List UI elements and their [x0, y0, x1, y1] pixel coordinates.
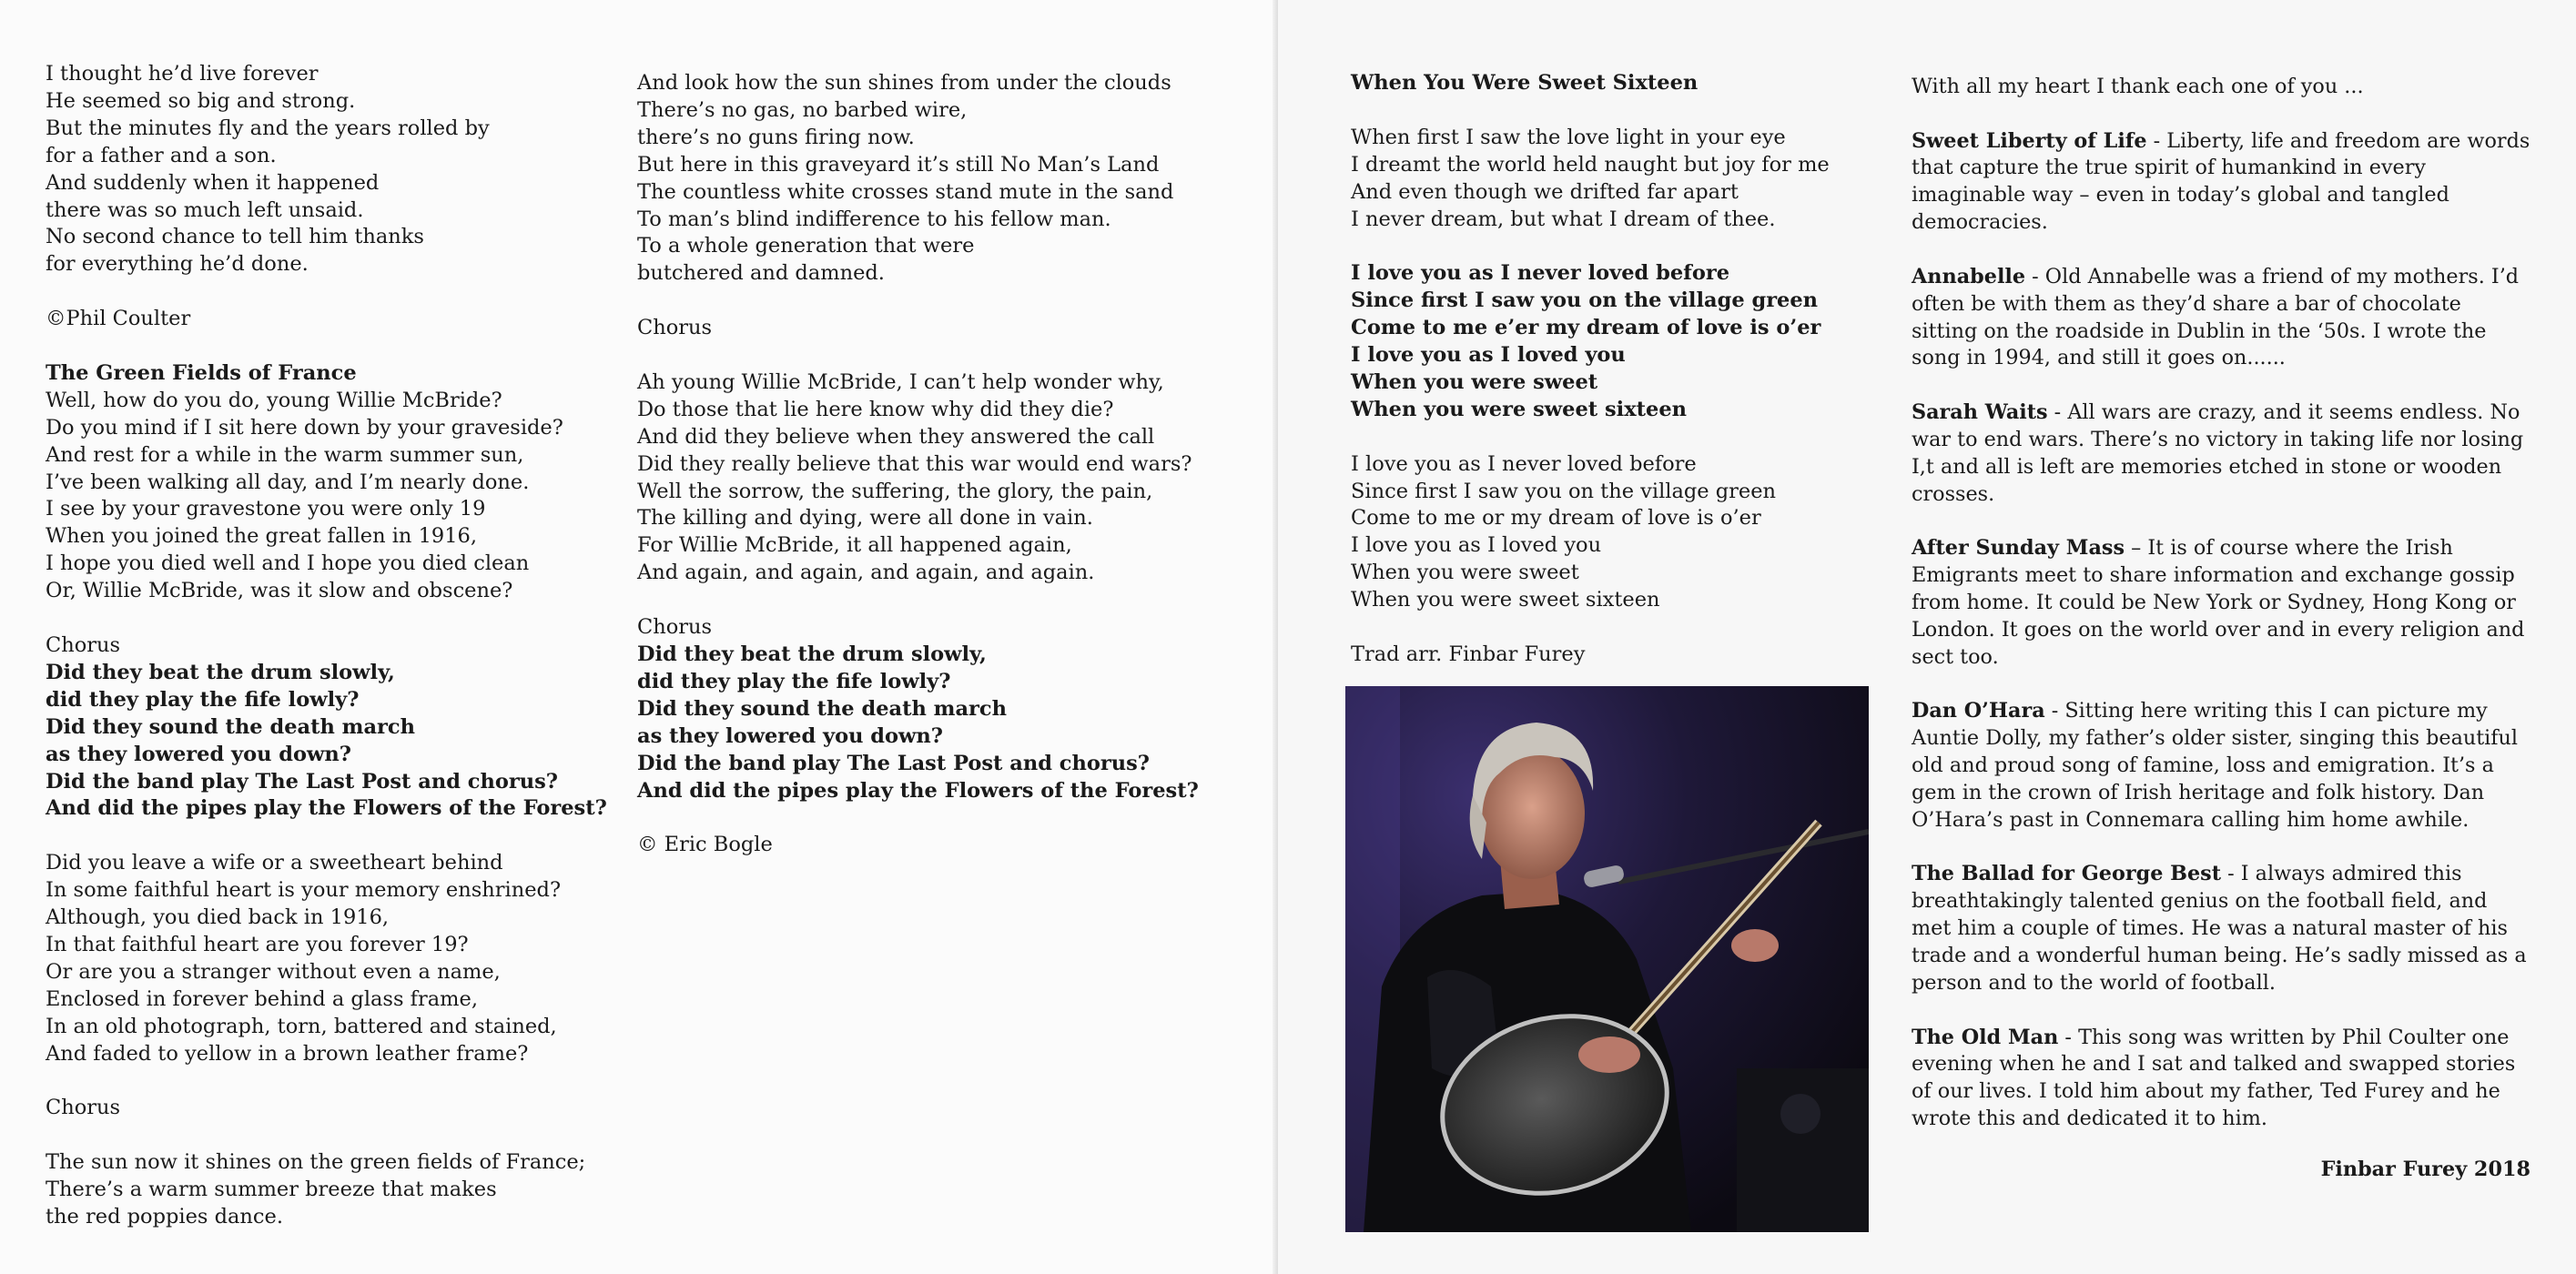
lyric-line: Since first I saw you on the village green: [1351, 479, 1777, 503]
lyric-line: Come to me e’er my dream of love is o’er: [1351, 316, 1821, 340]
lyric-line: Did they really believe that this war would end wars?: [637, 451, 1192, 476]
song-note-text: Liberty, life and freedom are words that capture the true spirit of humankind in every imaginable way – even in today’s global and tangled democracies.: [1912, 128, 2530, 235]
lyric-line: Did the band play The Last Post and chorus?: [637, 751, 1150, 775]
old-man-lyrics-end: [46, 61, 607, 278]
lyric-line: I never dream, but what I dream of thee.: [1351, 207, 1776, 231]
lyric-line: did they play the fife lowly?: [46, 687, 360, 712]
song-note-title: Dan O’Hara: [1912, 699, 2045, 723]
lyric-line: When first I saw the love light in your eye: [1351, 125, 1786, 149]
lyric-line: There’s no gas, no barbed wire,: [637, 97, 968, 122]
signature: Finbar Furey 2018: [2320, 1157, 2530, 1181]
lyric-line: And did the pipes play the Flowers of the Forest?: [46, 796, 607, 821]
lyric-line: the red poppies dance.: [46, 1204, 283, 1228]
lyric-line: Since first I saw you on the village green: [1351, 288, 1819, 313]
lyric-line: for a father and a son.: [46, 143, 277, 167]
song-note: [1912, 861, 2530, 997]
lyric-line: there was so much left unsaid.: [46, 197, 364, 222]
song-note-separator: -: [2044, 699, 2065, 723]
lyric-line: as they lowered you down?: [637, 723, 943, 748]
lyric-line: Come to me or my dream of love is o’er: [1351, 506, 1761, 531]
lyric-line: Do those that lie here know why did they die?: [637, 397, 1114, 421]
lyric-line: Ah young Willie McBride, I can’t help wonder why,: [637, 369, 1164, 394]
song-note-separator: -: [2221, 862, 2241, 886]
song-note-title: Sweet Liberty of Life: [1912, 128, 2147, 153]
chorus-lyrics: [1351, 260, 1830, 423]
left-page: [0, 0, 1278, 1274]
lyrics-column-3: [1351, 70, 1830, 669]
lyric-line: I love you as I never loved before: [1351, 451, 1697, 476]
lyric-line: But the minutes fly and the years rolled by: [46, 116, 490, 140]
chorus-repeat: [1351, 451, 1830, 614]
lyric-line: In an old photograph, torn, battered and stained,: [46, 1014, 557, 1038]
lyric-line: I see by your gravestone you were only 19: [46, 497, 486, 521]
lyric-line: And did they believe when they answered the call: [637, 424, 1155, 449]
lyric-line: I hope you died well and I hope you died clean: [46, 551, 530, 576]
performer-photo: [1345, 686, 1869, 1232]
lyric-line: And did the pipes play the Flowers of the Forest?: [637, 778, 1199, 803]
credit-phil-coulter: ©Phil Coulter: [46, 307, 191, 331]
lyric-line: And suddenly when it happened: [46, 170, 380, 195]
lyric-line: for everything he’d done.: [46, 252, 309, 277]
song-notes-list: [1912, 128, 2530, 1134]
verse-3: [46, 1149, 607, 1231]
verse-1: [1351, 125, 1830, 234]
song-title-green-fields: The Green Fields of France: [46, 360, 357, 385]
lyric-line: Well the sorrow, the suffering, the glory, the pain,: [637, 479, 1153, 503]
song-note-title: The Ballad for George Best: [1912, 862, 2222, 886]
chorus-label: Chorus: [46, 632, 121, 657]
song-note: [1912, 399, 2530, 509]
lyric-line: For Willie McBride, it all happened again,: [637, 533, 1072, 558]
chorus-lyrics: [637, 642, 1199, 804]
verse-3-continued: [637, 70, 1199, 288]
lyric-line: He seemed so big and strong.: [46, 88, 356, 113]
verse-1: [46, 388, 607, 605]
lyric-line: To a whole generation that were: [637, 234, 975, 258]
verse-2: [46, 850, 607, 1067]
lyric-line: There’s a warm summer breeze that makes: [46, 1178, 497, 1202]
song-note: [1912, 128, 2530, 238]
chorus-label: Chorus: [46, 1096, 121, 1120]
song-note-text: I always admired this breathtakingly talented genius on the football field, and met him a couple of times. He was a natural master of his trade and a wonderful human being. He’s sadly missed as a person and to the world of football.: [1912, 862, 2527, 996]
lyric-line: Do you mind if I sit here down by your graveside?: [46, 415, 563, 440]
lyric-line: there’s no guns firing now.: [637, 125, 915, 149]
lyric-line: Did they beat the drum slowly,: [46, 660, 395, 684]
lyric-line: To man’s blind indifference to his fellow man.: [637, 207, 1111, 231]
song-note-separator: -: [2025, 264, 2045, 288]
lyrics-column-2: [637, 70, 1199, 859]
song-note: [1912, 698, 2530, 834]
song-note-separator: –: [2125, 536, 2148, 561]
song-note-separator: -: [2047, 399, 2068, 424]
lyrics-column-1: [46, 61, 607, 1231]
lyric-line: Enclosed in forever behind a glass frame,: [46, 986, 478, 1011]
lyric-line: And again, and again, and again, and again.: [637, 561, 1095, 585]
song-title-sweet-sixteen: When You Were Sweet Sixteen: [1351, 71, 1699, 95]
lyric-line: When you were sweet sixteen: [1351, 588, 1660, 612]
song-note-title: The Old Man: [1912, 1025, 2059, 1049]
song-note-text: Old Annabelle was a friend of my mothers. I’d often be with them as they’d share a bar of chocolate sitting on the roadside in Dublin in the ‘50s. I wrote the song in 1994, and still it goes on......: [1912, 264, 2520, 370]
lyric-line: Well, how do you do, young Willie McBride?: [46, 388, 502, 412]
lyric-line: Or are you a stranger without even a name,: [46, 959, 501, 984]
song-note-title: Annabelle: [1912, 264, 2026, 288]
lyric-line: as they lowered you down?: [46, 742, 351, 766]
lyric-line: I love you as I loved you: [1351, 533, 1602, 558]
song-notes-column: [1912, 74, 2530, 1210]
lyric-line: And faded to yellow in a brown leather frame?: [46, 1041, 529, 1066]
lyric-line: I love you as I loved you: [1351, 343, 1626, 368]
lyric-line: Did they beat the drum slowly,: [637, 642, 987, 666]
lyric-line: did they play the fife lowly?: [637, 669, 951, 693]
lyric-line: And look how the sun shines from under the clouds: [637, 71, 1171, 95]
thanks-intro: With all my heart I thank each one of you ...: [1912, 75, 2364, 98]
chorus-label: Chorus: [637, 615, 713, 640]
credit-trad-arr: Trad arr. Finbar Furey: [1351, 642, 1586, 666]
lyric-line: Did the band play The Last Post and chorus?: [46, 769, 558, 794]
lyric-line: In that faithful heart are you forever 19?: [46, 932, 469, 956]
lyric-line: Or, Willie McBride, was it slow and obscene?: [46, 579, 513, 603]
lyric-line: butchered and damned.: [637, 261, 885, 286]
song-note-text: Sitting here writing this I can picture my Auntie Dolly, my father’s older sister, singing this beautiful old and proud song of famine, loss and emigration. It’s a gem in the crown of Irish heritage and folk history. Dan O’Hara’s past in Connemara calling him home awhile.: [1912, 699, 2519, 832]
lyric-line: And even though we drifted far apart: [1351, 179, 1739, 204]
lyric-line: Although, you died back in 1916,: [46, 905, 390, 930]
song-note: [1912, 264, 2530, 373]
lyric-line: And rest for a while in the warm summer sun,: [46, 442, 524, 467]
song-note-text: All wars are crazy, and it seems endless. No war to end wars. There’s no victory in taking life nor losing I,t and all is left are memories etched in stone or wooden crosses.: [1912, 399, 2524, 506]
lyric-line: I dreamt the world held naught but joy for me: [1351, 152, 1830, 177]
lyric-line: Did they sound the death march: [637, 696, 1007, 721]
song-note: [1912, 1025, 2530, 1134]
chorus-label: Chorus: [637, 316, 713, 340]
lyric-line: But here in this graveyard it’s still No Man’s Land: [637, 152, 1160, 177]
lyric-line: I love you as I never loved before: [1351, 261, 1730, 286]
song-note: [1912, 535, 2530, 672]
song-note-title: Sarah Waits: [1912, 399, 2048, 424]
verse-4: [637, 369, 1199, 587]
lyric-line: Did you leave a wife or a sweetheart behind: [46, 851, 503, 875]
song-note-separator: -: [2058, 1025, 2079, 1049]
song-note-separator: -: [2146, 128, 2167, 153]
lyric-line: Did they sound the death march: [46, 714, 415, 739]
lyric-line: When you were sweet: [1351, 369, 1598, 394]
lyric-line: No second chance to tell him thanks: [46, 225, 424, 249]
lyric-line: I thought he’d live forever: [46, 62, 319, 86]
lyric-line: When you were sweet sixteen: [1351, 397, 1687, 421]
song-note-text: It is of course where the Irish Emigrants meet to share information and exchange gossip from home. It could be New York or Sydney, Hong Kong or London. It goes on the world over and in every religion and sect too.: [1912, 536, 2525, 669]
lyric-line: In some faithful heart is your memory enshrined?: [46, 878, 562, 903]
credit-eric-bogle: © Eric Bogle: [637, 833, 773, 857]
lyric-line: The sun now it shines on the green fields of France;: [46, 1150, 586, 1175]
song-note-text: This song was written by Phil Coulter one evening when he and I sat and talked and swapped stories of our lives. I told him about my father, Ted Furey and he wrote this and dedicated it to him.: [1912, 1025, 2516, 1131]
lyric-line: The countless white crosses stand mute in the sand: [637, 179, 1174, 204]
chorus-lyrics: [46, 660, 607, 823]
lyric-line: When you joined the great fallen in 1916,: [46, 524, 477, 549]
lyric-line: The killing and dying, were all done in vain.: [637, 506, 1093, 531]
lyric-line: When you were sweet: [1351, 561, 1579, 585]
lyric-line: I’ve been walking all day, and I’m nearly done.: [46, 470, 530, 494]
song-note-title: After Sunday Mass: [1912, 536, 2125, 561]
